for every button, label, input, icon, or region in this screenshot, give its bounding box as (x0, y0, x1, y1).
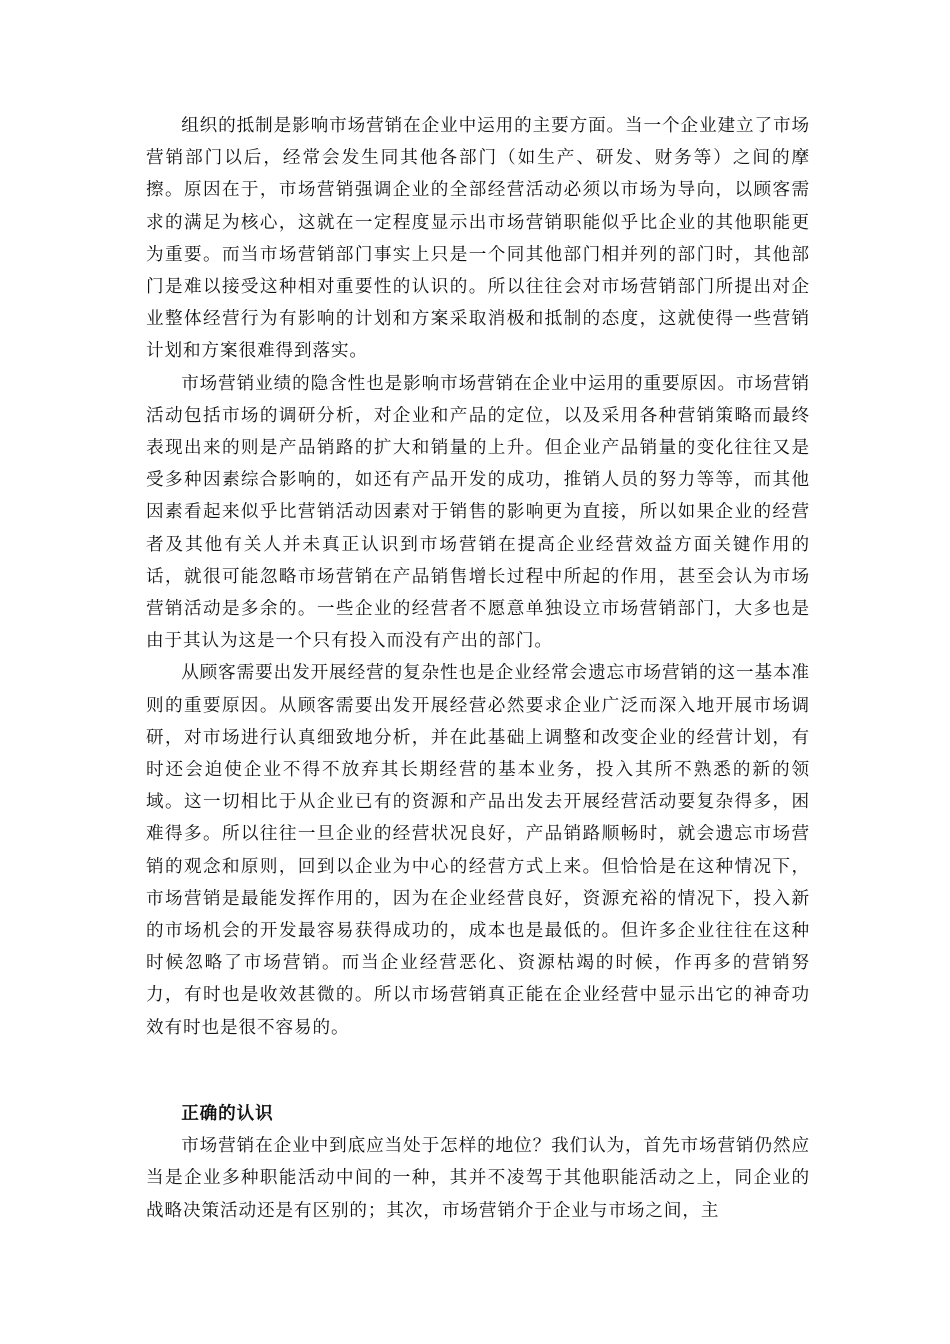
paragraph-organizational-resistance: 组织的抵制是影响市场营销在企业中运用的主要方面。当一个企业建立了市场营销部门以后，经常会发生同其他各部门（如生产、研发、财务等）之间的摩擦。原因在于，市场营销强调企业的全部经营活动必须以市场为导向，以顾客需求的满足为核心，这就在一定程度显示出市场营销职能似乎比企业的其他职能更为重要。而当市场营销部门事实上只是一个同其他部门相并列的部门时，其他部门是难以接受这种相对重要性的认识的。所以往往会对市场营销部门所提出对企业整体经营行为有影响的计划和方案采取消极和抵制的态度，这就使得一些营销计划和方案很难得到落实。 (146, 116, 810, 362)
paragraph-customer-complexity: 从顾客需要出发开展经营的复杂性也是企业经常会遗忘市场营销的这一基本准则的重要原因。从顾客需要出发开展经营必然要求企业广泛而深入地开展市场调研，对市场进行认真细致地分析，并在此基础上调整和改变企业的经营计划，有时还会迫使企业不得不放弃其长期经营的基本业务，投入其所不熟悉的新的领域。这一切相比于从企业已有的资源和产品出发去开展经营活动要复杂得多，困难得多。所以往往一旦企业的经营状况良好，产品销路顺畅时，就会遗忘市场营销的观念和原则，回到以企业为中心的经营方式上来。但恰恰是在这种情况下，市场营销是最能发挥作用的，因为在企业经营良好，资源充裕的情况下，投入新的市场机会的开发最容易获得成功的，成本也是最低的。但许多企业往往在这种时候忽略了市场营销。而当企业经营恶化、资源枯竭的时候，作再多的营销努力，有时也是收效甚微的。所以市场营销真正能在企业经营中显示出它的神奇功效有时也是很不容易的。 (146, 663, 810, 1038)
section-spacer (146, 1044, 810, 1098)
section-heading: 正确的认识 (181, 1103, 274, 1124)
document-page (146, 110, 810, 1227)
paragraph-correct-understanding: 市场营销在企业中到底应当处于怎样的地位？我们认为，首先市场营销仍然应当是企业多种职能活动中间的一种，其并不凌驾于其他职能活动之上，同企业的战略决策活动还是有区别的；其次，市场营销介于企业与市场之间，主 (146, 1136, 810, 1221)
paragraph-hidden-performance: 市场营销业绩的隐含性也是影响市场营销在企业中运用的重要原因。市场营销活动包括市场的调研分析，对企业和产品的定位，以及采用各种营销策略而最终表现出来的则是产品销路的扩大和销量的上升。但企业产品销量的变化往往又是受多种因素综合影响的，如还有产品开发的成功，推销人员的努力等等，而其他因素看起来似乎比营销活动因素对于销售的影响更为直接，所以如果企业的经营者及其他有关人并未真正认识到市场营销在提高企业经营效益方面关键作用的话，就很可能忽略市场营销在产品销售增长过程中所起的作用，甚至会认为市场营销活动是多余的。一些企业的经营者不愿意单独设立市场营销部门，大多也是由于其认为这是一个只有投入而没有产出的部门。 (146, 373, 810, 652)
